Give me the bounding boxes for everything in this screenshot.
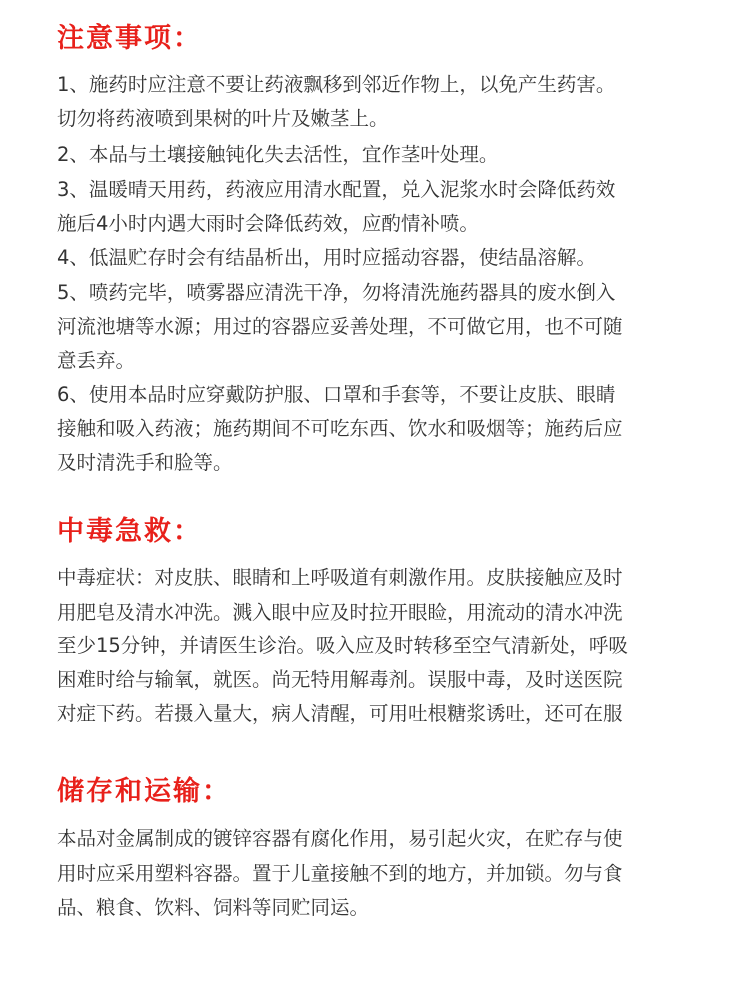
precautions-heading: 注意事项： [57, 23, 202, 54]
first-aid-line-3: 至少15分钟，并请医生诊治。吸入应及时转移至空气清新处，呼吸 [57, 634, 628, 657]
precautions-line-5: 施后4小时内遇大雨时会降低药效，应酌情补喷。 [57, 212, 479, 235]
first-aid-line-2: 用肥皂及清水冲洗。溅入眼中应及时拉开眼睑，用流动的清水冲洗 [57, 601, 623, 624]
first-aid-line-5: 对症下药。若摄入量大，病人清醒，可用吐根糖浆诱吐，还可在服 [57, 702, 623, 725]
first-aid-line-1: 中毒症状：对皮肤、眼睛和上呼吸道有刺激作用。皮肤接触应及时 [57, 566, 623, 589]
precautions-line-4: 3、温暖晴天用药，药液应用清水配置，兑入泥浆水时会降低药效 [57, 178, 616, 201]
precautions-line-3: 2、本品与土壤接触钝化失去活性，宜作茎叶处理。 [57, 143, 499, 166]
precautions-line-10: 6、使用本品时应穿戴防护服、口罩和手套等，不要让皮肤、眼睛 [57, 383, 616, 406]
storage-line-1: 本品对金属制成的镀锌容器有腐化作用，易引起火灾，在贮存与使 [57, 827, 623, 850]
first-aid-line-4: 困难时给与输氧，就医。尚无特用解毒剂。误服中毒，及时送医院 [57, 668, 623, 691]
precautions-line-6: 4、低温贮存时会有结晶析出，用时应摇动容器，使结晶溶解。 [57, 246, 596, 269]
precautions-line-9: 意丢弃。 [57, 349, 136, 372]
storage-heading: 储存和运输： [57, 776, 231, 807]
precautions-line-7: 5、喷药完毕，喷雾器应清洗干净，勿将清洗施药器具的废水倒入 [57, 281, 616, 304]
precautions-line-8: 河流池塘等水源；用过的容器应妥善处理，不可做它用，也不可随 [57, 315, 623, 338]
precautions-line-1: 1、施药时应注意不要让药液飘移到邻近作物上，以免产生药害。 [57, 73, 616, 96]
precautions-line-12: 及时清洗手和脸等。 [57, 451, 233, 474]
first-aid-heading: 中毒急救： [57, 516, 202, 547]
precautions-line-11: 接触和吸入药液；施药期间不可吃东西、饮水和吸烟等；施药后应 [57, 417, 623, 440]
storage-line-3: 品、粮食、饮料、饲料等同贮同运。 [57, 896, 370, 919]
storage-line-2: 用时应采用塑料容器。置于儿童接触不到的地方，并加锁。勿与食 [57, 862, 623, 885]
precautions-line-2: 切勿将药液喷到果树的叶片及嫩茎上。 [57, 107, 389, 130]
